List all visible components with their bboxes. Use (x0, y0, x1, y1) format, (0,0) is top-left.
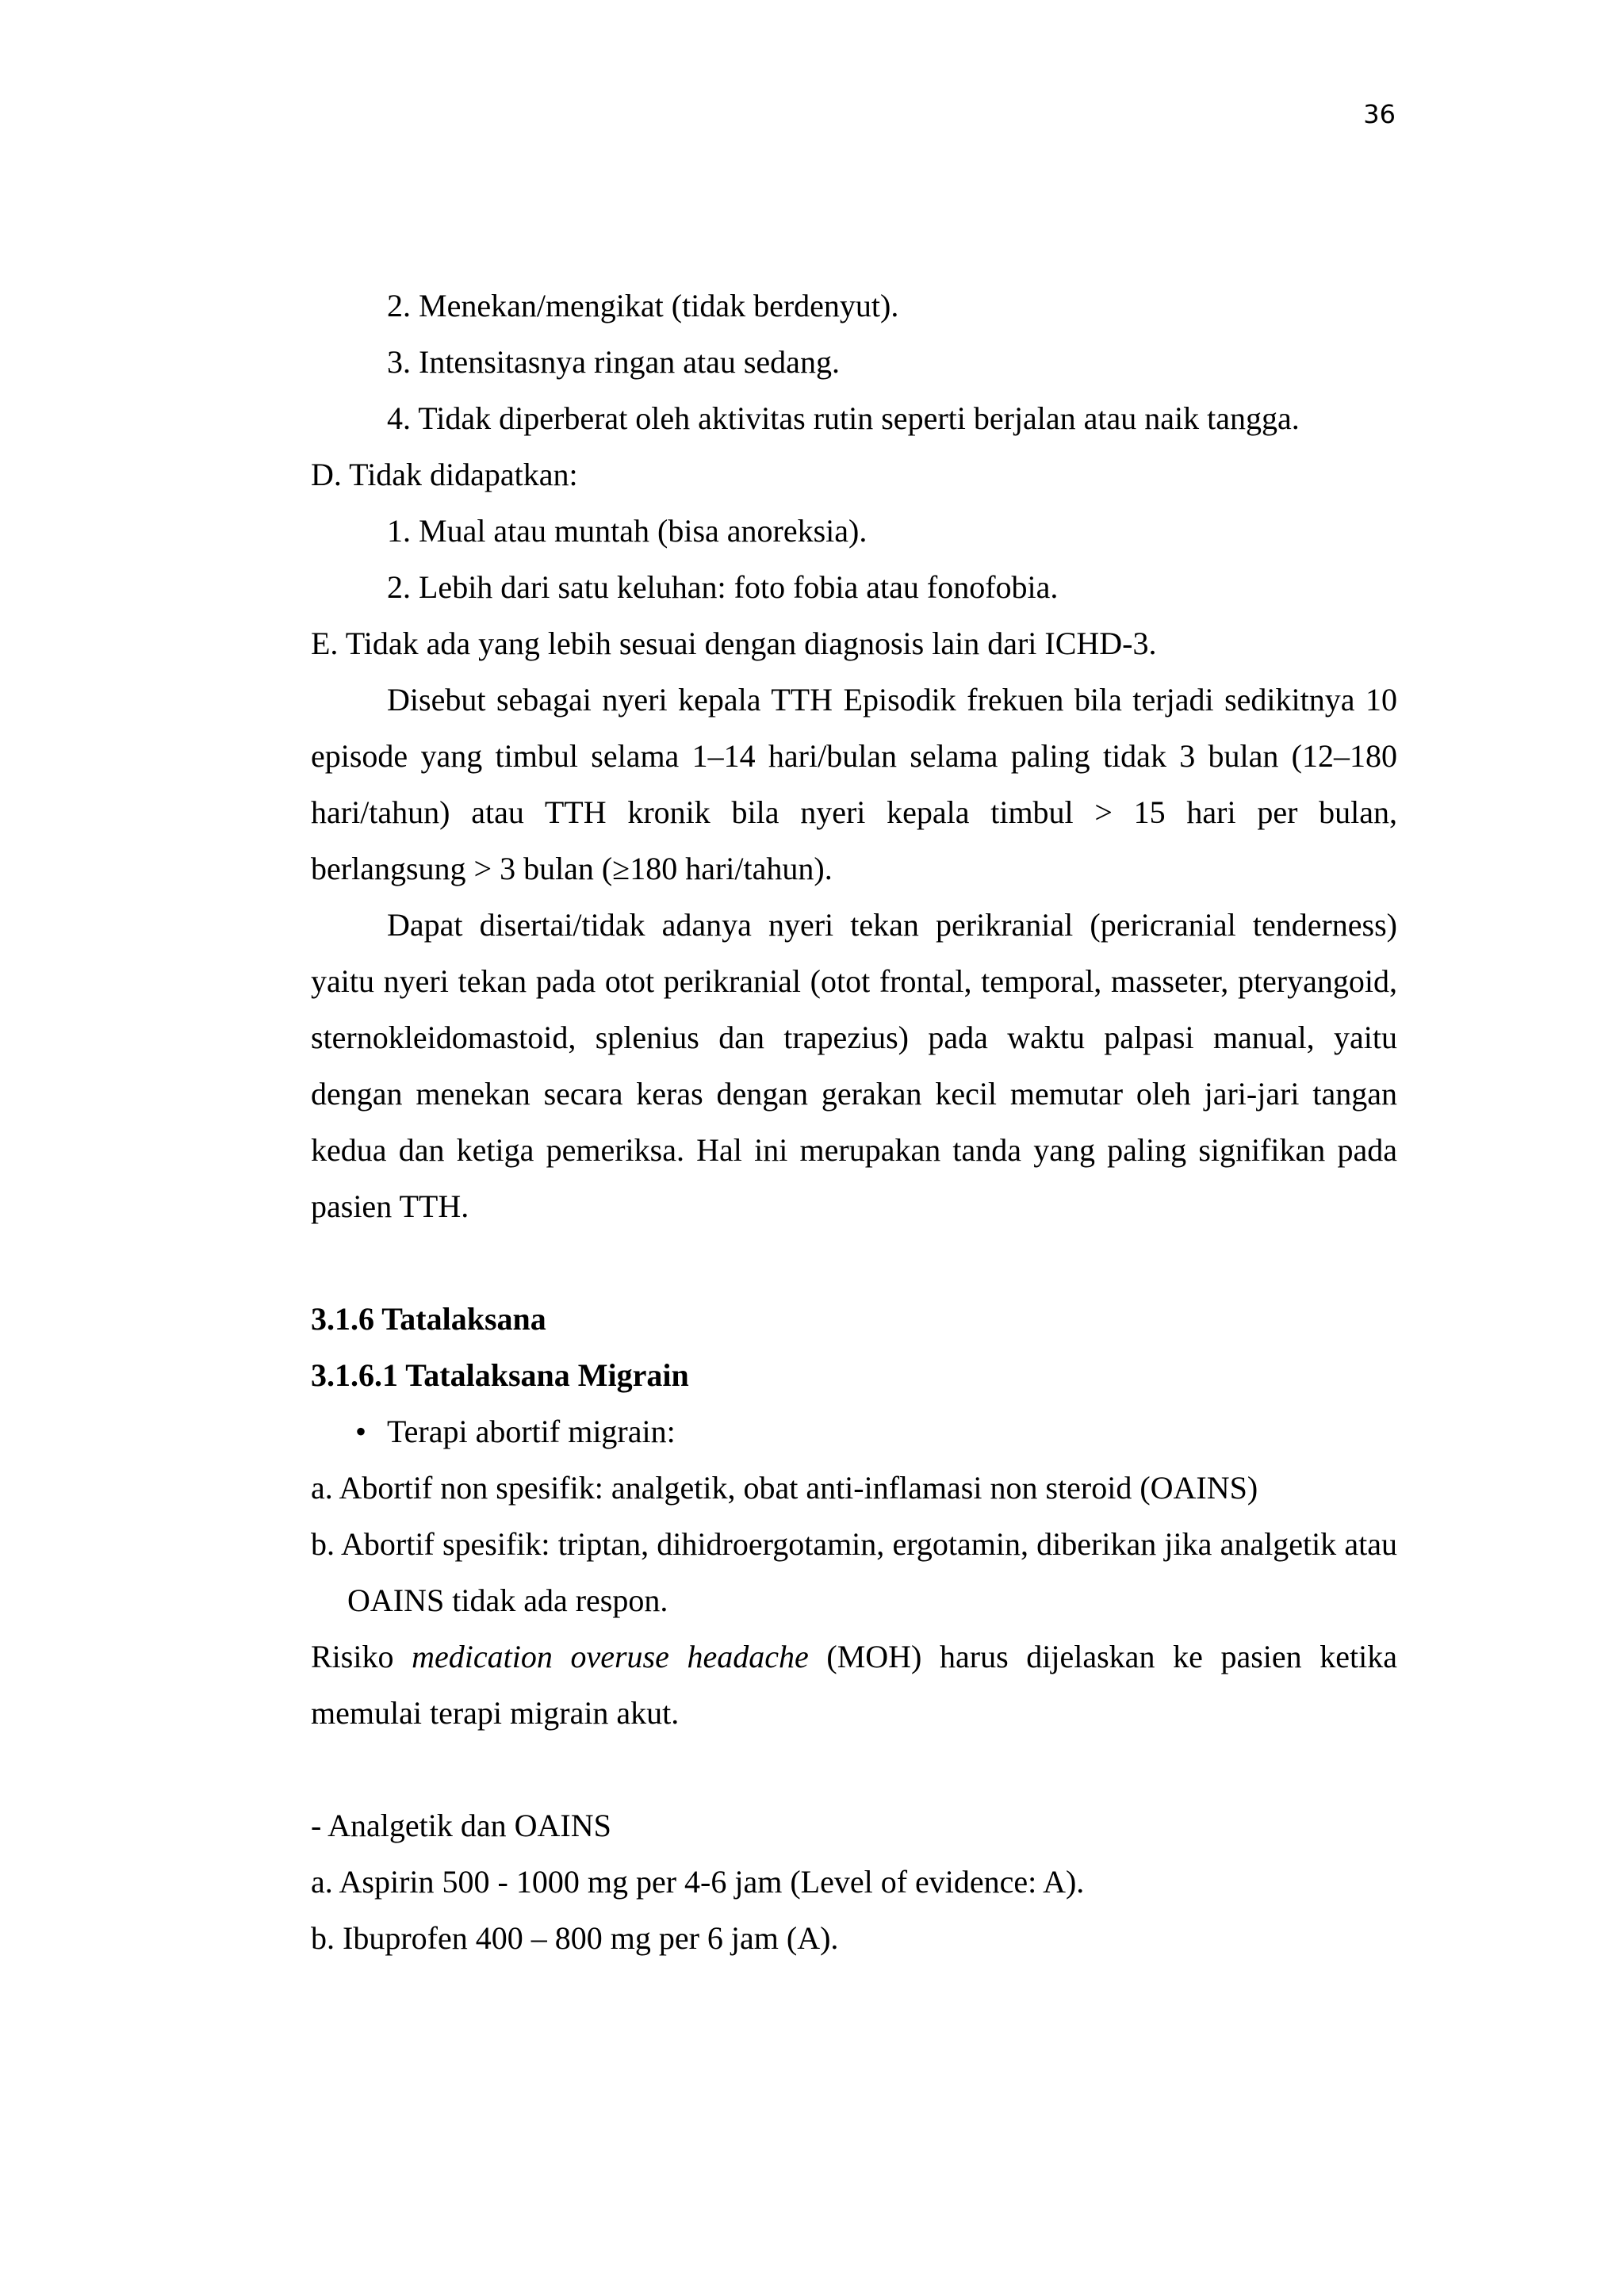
abortive-item: b. Abortif spesifik: triptan, dihidroergotamin, ergotamin, diberikan jika analgetik atau OAINS tidak ada respon. (311, 1526, 1397, 1618)
page-number: 36 (1363, 99, 1396, 129)
moh-note (311, 1628, 1397, 1741)
moh-italic-term: medication overuse headache (412, 1639, 809, 1674)
criteria-c-item: 3. Intensitasnya ringan atau sedang. (387, 344, 840, 380)
analgetik-item: a. Aspirin 500 - 1000 mg per 4-6 jam (Level of evidence: A). (311, 1864, 1085, 1900)
analgetik-item: b. Ibuprofen 400 – 800 mg per 6 jam (A). (311, 1920, 839, 1956)
subsection-heading: 3.1.6.1 Tatalaksana Migrain (311, 1357, 689, 1393)
criteria-d-item: 2. Lebih dari satu keluhan: foto fobia atau fonofobia. (387, 569, 1059, 605)
criteria-d-label: D. Tidak didapatkan: (311, 457, 578, 492)
moh-suffix: (MOH) harus dijelaskan ke pasien ketika memulai terapi migrain akut. (311, 1639, 1398, 1731)
criteria-d-item: 1. Mual atau muntah (bisa anoreksia). (387, 513, 868, 549)
criteria-c-item: 2. Menekan/mengikat (tidak berdenyut). (387, 288, 899, 323)
moh-prefix: Risiko (311, 1639, 412, 1674)
bullet-icon: • (355, 1414, 367, 1449)
bullet-item (311, 1403, 1397, 1460)
bullet-text: Terapi abortif migrain: (387, 1414, 676, 1449)
spacer (311, 1234, 1397, 1291)
paragraph-tth-episodic: Disebut sebagai nyeri kepala TTH Episodik frekuen bila terjadi sedikitnya 10 episode yang timbul selama 1–14 hari/bulan selama paling tidak 3 bulan (12–180 hari/tahun) atau TTH kronik bila nyeri kepala timbul > 15 hari per bulan, berlangsung > 3 bulan (≥180 hari/tahun). (311, 682, 1397, 886)
analgetik-heading: - Analgetik dan OAINS (311, 1808, 611, 1843)
page-body (311, 277, 1397, 1966)
paragraph-pericranial: Dapat disertai/tidak adanya nyeri tekan perikranial (pericranial tenderness) yaitu nyeri tekan pada otot perikranial (otot frontal, temporal, masseter, pteryangoid, sternokleidomastoid, splenius dan trapezius) pada waktu palpasi manual, yaitu dengan menekan secara keras dengan gerakan kecil memutar oleh jari-jari tangan kedua dan ketiga pemeriksa. Hal ini merupakan tanda yang paling signifikan pada pasien TTH. (311, 907, 1397, 1224)
section-heading: 3.1.6 Tatalaksana (311, 1301, 546, 1337)
spacer (311, 1741, 1397, 1797)
criteria-c-item: 4. Tidak diperberat oleh aktivitas rutin seperti berjalan atau naik tangga. (387, 400, 1300, 436)
abortive-item: a. Abortif non spesifik: analgetik, obat anti-inflamasi non steroid (OAINS) (311, 1470, 1258, 1506)
criteria-e: E. Tidak ada yang lebih sesuai dengan diagnosis lain dari ICHD-3. (311, 626, 1157, 661)
